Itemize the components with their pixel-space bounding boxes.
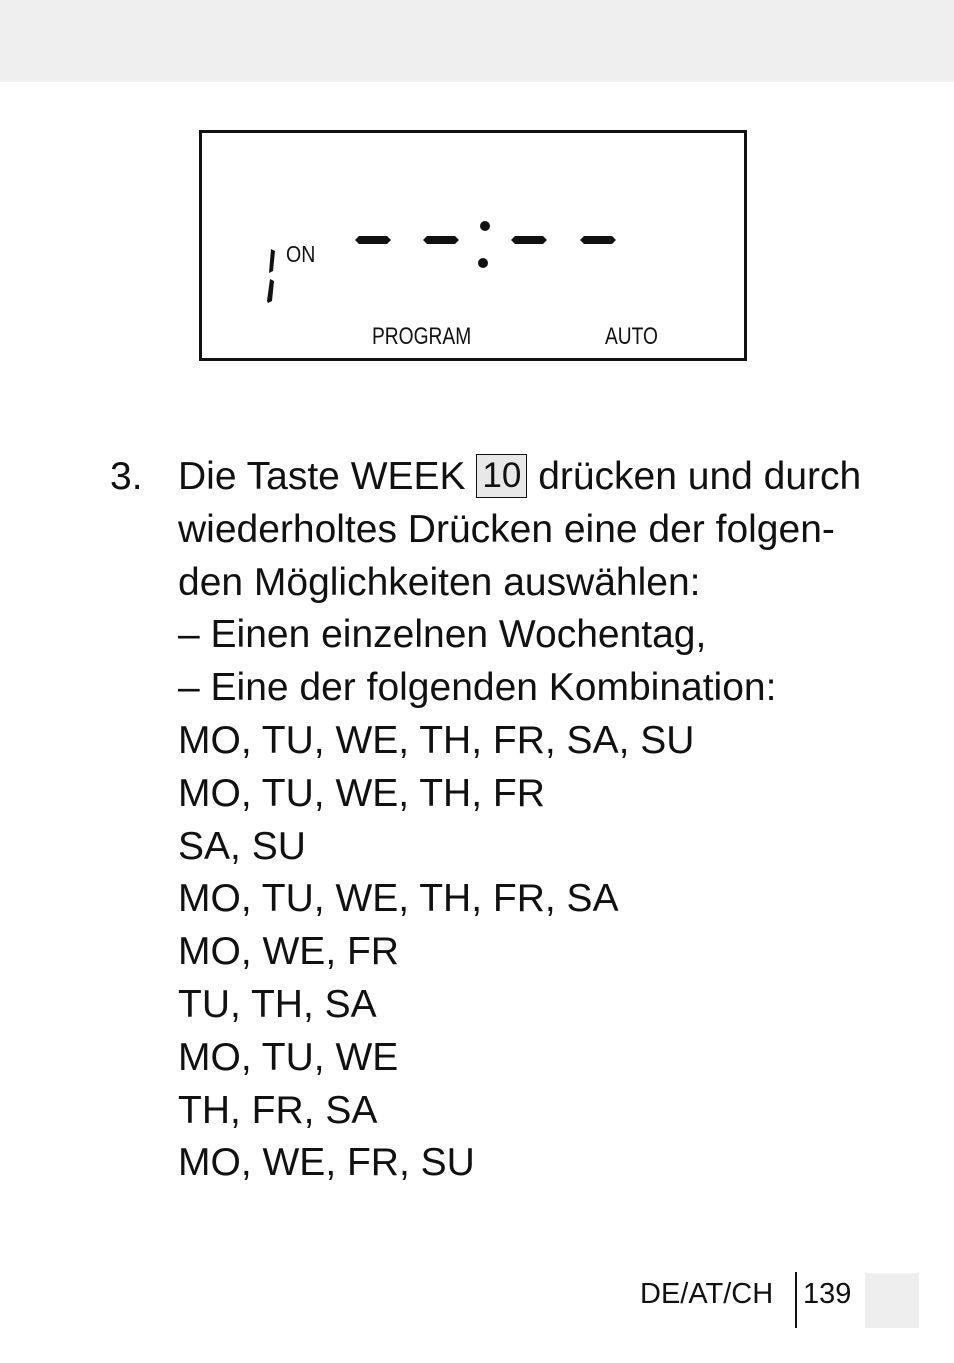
lcd-display-illustration	[199, 130, 747, 361]
combination-text: MO, WE, FR	[178, 930, 399, 974]
lcd-auto-label: AUTO	[605, 323, 658, 350]
instruction-line	[110, 557, 890, 610]
combination-line	[110, 1032, 890, 1085]
combination-line	[110, 1137, 890, 1190]
option-text: – Eine der folgenden Kombination:	[178, 666, 777, 710]
combination-text: MO, TU, WE, TH, FR, SA	[178, 877, 619, 921]
option-line	[110, 662, 890, 715]
instruction-text: drücken und durch	[538, 455, 862, 498]
option-line	[110, 609, 890, 662]
key-reference-box: 10	[476, 454, 527, 498]
combination-line	[110, 979, 890, 1032]
combination-text: MO, TU, WE, TH, FR, SA, SU	[178, 718, 695, 762]
page-edge-tab	[865, 1273, 919, 1328]
instruction-text: wiederholtes Drücken eine der folgen-	[178, 507, 835, 551]
combination-text: TH, FR, SA	[178, 1088, 378, 1132]
combination-line	[110, 768, 890, 821]
option-text: – Einen einzelnen Wochentag,	[178, 613, 707, 657]
combination-text: MO, WE, FR, SU	[178, 1141, 475, 1185]
instruction-text: den Möglichkeiten auswählen:	[178, 560, 701, 604]
lcd-time-dashes-icon	[347, 213, 637, 283]
instruction-text: Die Taste WEEK	[178, 455, 466, 498]
combination-line	[110, 821, 890, 874]
combination-text: SA, SU	[178, 824, 306, 868]
page-number: 139	[803, 1278, 852, 1310]
instruction-step	[110, 451, 890, 1190]
combination-text: MO, TU, WE, TH, FR	[178, 771, 545, 815]
combination-text: MO, TU, WE	[178, 1035, 399, 1079]
step-number: 3.	[110, 455, 143, 498]
lcd-program-label: PROGRAM	[372, 323, 472, 350]
lcd-digit-one-icon	[264, 247, 278, 307]
header-band	[0, 0, 954, 82]
combination-line	[110, 715, 890, 768]
instruction-line	[110, 451, 890, 504]
combination-text: TU, TH, SA	[178, 982, 377, 1026]
combination-line	[110, 926, 890, 979]
footer-region-code: DE/AT/CH	[640, 1278, 774, 1310]
combination-line	[110, 873, 890, 926]
lcd-on-label: ON	[286, 241, 316, 267]
footer-divider	[795, 1272, 797, 1328]
instruction-line	[110, 504, 890, 557]
combination-line	[110, 1085, 890, 1138]
